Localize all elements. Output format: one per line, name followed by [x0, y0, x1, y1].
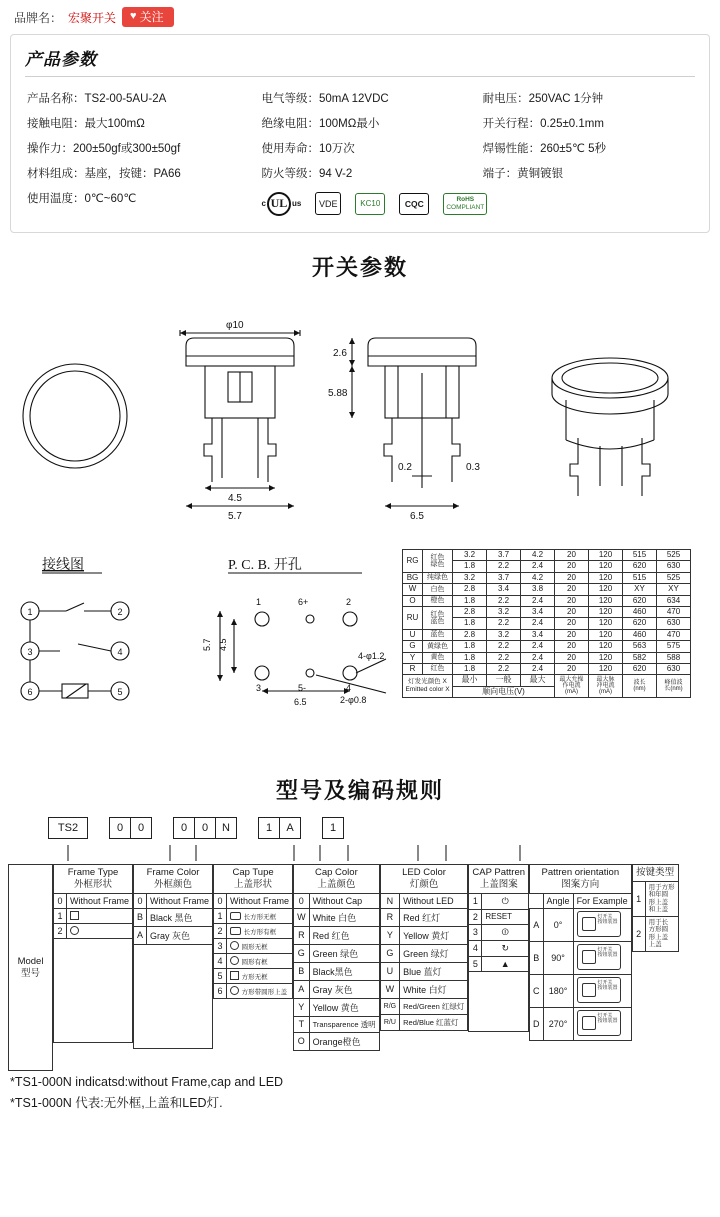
list-item: A Gray 灰色	[134, 926, 213, 944]
table-row: O 橙色 1.8 2.2 2.4 20 120 620 634	[403, 595, 691, 606]
coding-rules-block	[0, 811, 720, 1111]
code-box[interactable]: 0	[130, 817, 152, 839]
list-item: U Blue 蓝灯	[380, 962, 468, 980]
list-item: 4 ↻	[469, 940, 529, 956]
list-item: 3 圆形无框	[214, 938, 293, 953]
table-row	[25, 160, 695, 185]
list-item: B Black黑色	[294, 962, 380, 980]
param-cell: 开关行程：0.25±0.1mm	[482, 117, 604, 130]
dim-4-5: 4.5	[228, 493, 242, 504]
param-cell: 焊锡性能：260±5℃ 5秒	[482, 142, 606, 155]
list-item: G Green 绿灯	[380, 944, 468, 962]
table-row: RU 红色 蓝色 2.8 3.2 3.4 20 120 460 470	[403, 606, 691, 617]
pcb-hole-2: 2-φ0.8	[340, 695, 367, 705]
legend-frame-type	[53, 864, 133, 1043]
param-cell: 使用温度：0℃~60℃	[27, 192, 137, 205]
dim-0-3: 0.3	[466, 462, 480, 473]
legend-title-frame-type: Frame Type 外框形状	[54, 865, 133, 894]
list-item: R Red 红色	[294, 926, 380, 944]
table-row	[25, 135, 695, 160]
list-item: D 270° 灯开关 按钮装置	[530, 1007, 632, 1040]
dim-0-2: 0.2	[398, 462, 412, 473]
list-item: Y Yellow 黄色	[294, 998, 380, 1016]
legend-title-frame-color: Frame Color 外框颜色	[134, 865, 213, 894]
code-box[interactable]: N	[215, 817, 237, 839]
follow-button[interactable]	[122, 7, 174, 27]
wiring-diagram	[0, 541, 190, 756]
lower-figures	[0, 541, 720, 756]
svg-text:3: 3	[256, 683, 262, 693]
pcb-title: P. C. B. 开孔	[228, 558, 302, 573]
param-cell: 使用寿命：10万次	[261, 142, 355, 155]
list-item: A Gray 灰色	[294, 980, 380, 998]
switch-dimension-drawing	[0, 288, 720, 538]
led-parameter-table-wrap	[402, 541, 691, 756]
code-box[interactable]: 0	[173, 817, 195, 839]
kc-cert-icon: KC10	[355, 193, 385, 215]
svg-text:2: 2	[346, 597, 352, 607]
legend-led-color	[380, 864, 469, 1031]
table-row	[25, 110, 695, 135]
param-cell: 防火等级：94 V-2	[261, 167, 353, 180]
legend-title-model: Model 型号	[9, 865, 53, 1071]
table-row	[25, 185, 695, 220]
technical-drawings	[0, 288, 720, 541]
legend-cap-color	[293, 864, 380, 1051]
legend-cap-pattern	[468, 864, 529, 1032]
brand-name[interactable]: 宏聚开关	[68, 10, 117, 25]
dim-5-88: 5.88	[328, 388, 348, 399]
legend-title-key-type: 按键类型	[632, 865, 678, 882]
pcb-hole-1: 4-φ1.2	[358, 651, 385, 661]
list-item: 0 Without Cap	[294, 893, 380, 908]
dim-phi10: φ10	[226, 320, 244, 331]
table-row: 1.8 2.2 2.4 20 120 620 630	[403, 618, 691, 629]
list-item: 3 ⏼	[469, 924, 529, 940]
legend-title-led-color: LED Color 灯颜色	[380, 865, 468, 894]
svg-text:1: 1	[27, 607, 33, 617]
param-cell: 耐电压：250VAC 1分钟	[482, 92, 604, 105]
table-row	[25, 85, 695, 110]
brand-bar	[0, 0, 720, 34]
list-item: R/G Red/Green 红绿灯	[380, 998, 468, 1014]
svg-text:4: 4	[117, 647, 123, 657]
svg-text:6+: 6+	[298, 597, 309, 607]
params-table	[25, 85, 695, 220]
legend-cap-type	[213, 864, 293, 999]
svg-text:5-: 5-	[298, 683, 307, 693]
legend-title-cap-type: Cap Tupe 上盖形状	[214, 865, 293, 894]
list-item: B Black 黑色	[134, 908, 213, 926]
list-item: 5 方形无框	[214, 968, 293, 983]
pcb-dim-6-5: 6.5	[294, 697, 307, 707]
list-item: 1	[54, 908, 133, 923]
list-item: 1 用于方形 和年圆 形上盖 和上盖	[632, 881, 678, 916]
list-item: 1 长方形无框	[214, 908, 293, 923]
certification-cell	[260, 185, 696, 220]
led-parameter-table	[402, 549, 691, 698]
legend-model	[8, 864, 53, 1071]
list-item: W White 白色	[294, 908, 380, 926]
param-cell: 接触电阻：最大100mΩ	[27, 117, 145, 130]
list-item: N Without LED	[380, 893, 468, 908]
heart-icon: ♥	[130, 10, 137, 23]
list-item: B 90° 灯开关 按钮装置	[530, 941, 632, 974]
param-cell: 绝缘电阻：100MΩ最小	[261, 117, 380, 130]
svg-text:3: 3	[27, 647, 33, 657]
table-row: R 红色 1.8 2.2 2.4 20 120 620 630	[403, 663, 691, 674]
list-item: 4 圆形有框	[214, 953, 293, 968]
svg-text:4: 4	[346, 683, 352, 693]
table-row: 灯发光颜色 X Emitted color X 最小 一般 最大 最大允操 作电流 (mA) 最大脉 冲电流 (mA) 波长 (nm) 峰值波 长(nm)	[403, 675, 691, 686]
list-item: 2	[54, 923, 133, 938]
list-item: G Green 绿色	[294, 944, 380, 962]
follow-label: 关注	[139, 9, 164, 24]
rohs-cert-icon: RoHS COMPLIANT	[443, 193, 487, 215]
code-boxes	[0, 811, 720, 845]
section-title-coding-rules: 型号及编码规则	[275, 778, 444, 803]
params-title: 产品参数	[25, 45, 695, 77]
list-item: O Orange橙色	[294, 1032, 380, 1050]
product-parameters-panel	[10, 34, 710, 233]
code-box[interactable]: A	[279, 817, 301, 839]
list-item: 2 用于长 方形圆 形上盖 上盖	[632, 916, 678, 951]
list-item: R/U Red/Blue 红蓝灯	[380, 1014, 468, 1030]
param-cell: 产品名称：TS2-00-5AU-2A	[27, 92, 167, 105]
code-connectors	[0, 845, 720, 861]
pcb-dim-5-7: 5.7	[202, 638, 212, 651]
list-item: 0 Without Frame	[134, 893, 213, 908]
code-box[interactable]: TS2	[48, 817, 88, 839]
table-row: Y 黄色 1.8 2.2 2.4 20 120 582 588	[403, 652, 691, 663]
svg-text:6: 6	[27, 687, 33, 697]
list-item: 1 ⏻	[469, 893, 529, 909]
list-item: T Transparence 透明	[294, 1016, 380, 1032]
pcb-dim-4-5: 4.5	[218, 638, 228, 651]
footnote-en: *TS1-000N indicatsd:without Frame,cap and LED	[10, 1075, 284, 1089]
legend-title-cap-color: Cap Color 上盖颜色	[294, 865, 380, 894]
param-cell: 操作力：200±50gf或300±50gf	[27, 142, 181, 155]
list-item: 0 Without Frame	[214, 893, 293, 908]
code-box[interactable]: 1	[258, 817, 280, 839]
legend-frame-color	[133, 864, 213, 1049]
legend-row	[0, 864, 720, 1071]
table-row: 顺向电压(V)	[403, 686, 691, 697]
list-item: C 180° 灯开关 按钮装置	[530, 974, 632, 1007]
vde-cert-icon: VDE	[315, 192, 341, 215]
code-box[interactable]: 0	[194, 817, 216, 839]
cqc-cert-icon: CQC	[399, 193, 429, 215]
code-box[interactable]: 0	[109, 817, 131, 839]
footnote-cn: *TS1-000N 代表:无外框,上盖和LED灯.	[10, 1096, 223, 1110]
dim-5-7: 5.7	[228, 511, 242, 522]
code-box[interactable]: 1	[322, 817, 344, 839]
table-row: BG 纯绿色 3.2 3.7 4.2 20 120 515 525	[403, 572, 691, 583]
param-cell: 电气等级：50mA 12VDC	[261, 92, 389, 105]
table-row: RG 红色 绿色 3.2 3.7 4.2 20 120 515 525	[403, 550, 691, 561]
table-row: G 黄绿色 1.8 2.2 2.4 20 120 563 575	[403, 641, 691, 652]
legend-title-cap-pattern: CAP Pattren 上盖图案	[469, 865, 529, 894]
certification-logos	[262, 192, 694, 216]
list-item: Y Yellow 黄灯	[380, 926, 468, 944]
list-item: 2 长方形有框	[214, 923, 293, 938]
dim-2-6: 2.6	[333, 348, 347, 359]
list-item: R Red 红灯	[380, 908, 468, 926]
svg-text:2: 2	[117, 607, 123, 617]
svg-text:1: 1	[256, 597, 262, 607]
legend-orientation: Pattren orientation 图案方向 Angle For Example A 0° 灯开关 按钮装置 B 90° 灯开关 按钮装置 C 180° 灯开关 按钮装置 D 270° 灯开关 按钮装置	[529, 864, 632, 1041]
ul-cert-icon: c UL us	[262, 192, 302, 216]
section-title-switch-params: 开关参数	[311, 255, 408, 280]
list-item: W White 白灯	[380, 980, 468, 998]
legend-key-type	[632, 864, 679, 952]
table-row: U 蓝色 2.8 3.2 3.4 20 120 460 470	[403, 629, 691, 640]
list-item: 5 ▲	[469, 956, 529, 971]
wiring-title: 接线图	[42, 558, 84, 573]
param-cell: 端子：黄铜镀银	[482, 167, 564, 180]
table-row: W 白色 2.8 3.4 3.8 20 120 XY XY	[403, 584, 691, 595]
list-item: 6 方形带圆形上盖	[214, 983, 293, 998]
list-item: A 0° 灯开关 按钮装置	[530, 908, 632, 941]
pcb-hole-drawing	[190, 541, 402, 756]
list-item: 0 Without Frame	[54, 893, 133, 908]
legend-title-orientation: Pattren orientation 图案方向	[530, 865, 632, 894]
list-item: 2 RESET	[469, 909, 529, 924]
brand-label: 品牌名：	[14, 10, 63, 25]
table-row: 1.8 2.2 2.4 20 120 620 630	[403, 561, 691, 572]
dim-6-5: 6.5	[410, 511, 424, 522]
param-cell: 材料组成：基座，按键：PA66	[27, 167, 181, 180]
svg-text:5: 5	[117, 687, 123, 697]
